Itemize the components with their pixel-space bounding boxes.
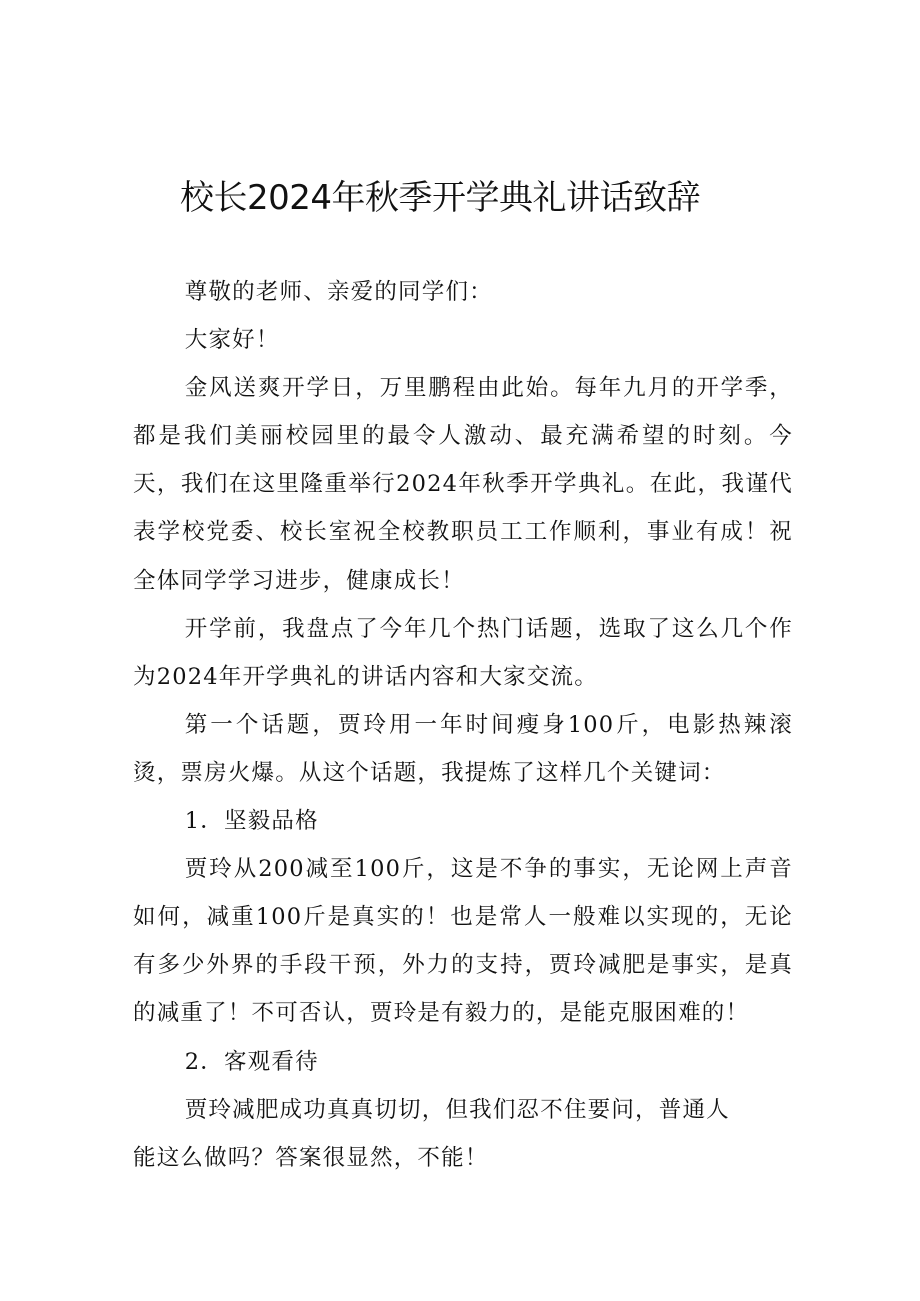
keyword-paragraph-2: 贾玲减肥成功真真切切，但我们忍不住要问，普通人能这么做吗？答案很显然，不能！ xyxy=(133,1096,730,1171)
keyword-heading-1: 1．坚毅品格 xyxy=(184,808,319,835)
keyword-heading-2: 2．客观看待 xyxy=(184,1048,319,1075)
topics-intro-paragraph: 开学前，我盘点了今年几个热门话题，选取了这么几个作为2024年开学典礼的讲话内容和大家交流。 xyxy=(133,615,793,690)
document-title: 校长2024年秋季开学典礼讲话致辞 xyxy=(180,178,701,218)
opening-paragraph: 金风送爽开学日，万里鹏程由此始。每年九月的开学季，都是我们美丽校园里的最令人激动、最充满希望的时刻。今天，我们在这里隆重举行2024年秋季开学典礼。在此，我谨代表学校党委、校长室祝全校教职员工工作顺利，事业有成！祝全体同学学习进步，健康成长！ xyxy=(133,375,793,594)
greeting: 大家好！ xyxy=(184,327,280,354)
salutation: 尊敬的老师、亲爱的同学们： xyxy=(184,279,493,305)
document-body xyxy=(133,268,793,1182)
first-topic-paragraph: 第一个话题，贾玲用一年时间瘦身100斤，电影热辣滚烫，票房火爆。从这个话题，我提炼了这样几个关键词： xyxy=(133,711,793,786)
keyword-paragraph-1: 贾玲从200减至100斤，这是不争的事实，无论网上声音如何，减重100斤是真实的！也是常人一般难以实现的，无论有多少外界的手段干预，外力的支持，贾玲减肥是事实，是真的减重了！不可否认，贾玲是有毅力的，是能克服困难的！ xyxy=(133,856,793,1027)
